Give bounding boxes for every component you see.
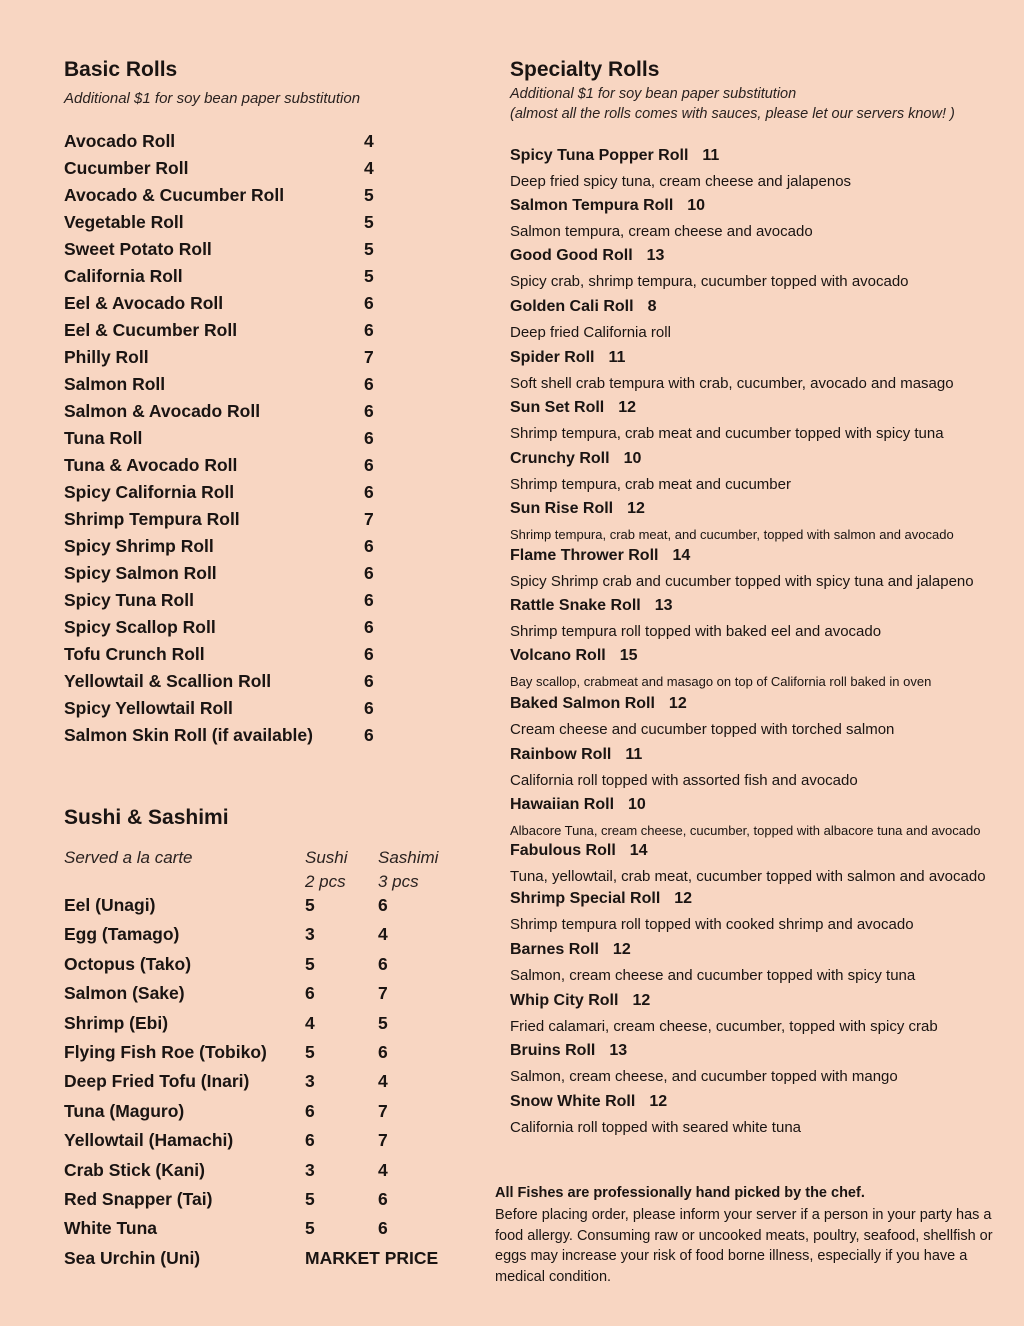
specialty-roll-heading bbox=[510, 247, 664, 265]
sashimi-price: 6 bbox=[378, 953, 388, 974]
specialty-roll-description: Shrimp tempura roll topped with cooked shrimp and avocado bbox=[510, 916, 914, 933]
specialty-roll-price: 12 bbox=[612, 941, 631, 958]
specialty-roll-name: Flame Thrower Roll bbox=[510, 547, 659, 564]
specialty-roll-description: Shrimp tempura roll topped with baked eel and avocado bbox=[510, 623, 882, 640]
sushi-item-name: Deep Fried Tofu (Inari) bbox=[64, 1071, 250, 1092]
sushi-item-name: Eel (Unagi) bbox=[64, 895, 156, 915]
specialty-roll-description: Albacore Tuna, cream cheese, cucumber, topped with albacore tuna and avocado bbox=[510, 823, 981, 838]
basic-roll-price: 6 bbox=[364, 482, 374, 502]
sushi-sashimi-title: Sushi & Sashimi bbox=[64, 806, 229, 829]
sushi-price: 5 bbox=[305, 953, 315, 974]
specialty-roll-name: Shrimp Special Roll bbox=[510, 890, 661, 907]
basic-roll-name: Spicy Scallop Roll bbox=[64, 617, 216, 637]
basic-roll-price: 6 bbox=[364, 617, 374, 637]
specialty-roll-heading bbox=[510, 547, 690, 565]
sushi-price: 3 bbox=[305, 924, 315, 945]
basic-rolls-subtitle: Additional $1 for soy bean paper substitution bbox=[64, 90, 361, 107]
basic-roll-name: Salmon & Avocado Roll bbox=[64, 401, 261, 421]
specialty-roll-price: 10 bbox=[623, 450, 642, 467]
sushi-price: 5 bbox=[305, 1189, 315, 1209]
sashimi-price: 6 bbox=[378, 1189, 388, 1209]
specialty-roll-price: 14 bbox=[672, 547, 691, 564]
basic-roll-price: 4 bbox=[364, 158, 374, 178]
sashimi-price: 6 bbox=[378, 1218, 388, 1239]
basic-roll-name: Tuna Roll bbox=[64, 428, 143, 448]
specialty-roll-price: 10 bbox=[687, 197, 706, 214]
sushi-item-name: Egg (Tamago) bbox=[64, 924, 180, 945]
specialty-roll-price: 11 bbox=[702, 147, 720, 164]
specialty-roll-description: Spicy crab, shrimp tempura, cucumber topped with avocado bbox=[510, 273, 909, 290]
specialty-roll-name: Rattle Snake Roll bbox=[510, 597, 641, 614]
basic-roll-price: 7 bbox=[364, 509, 374, 529]
basic-roll-price: 6 bbox=[364, 374, 374, 394]
sushi-item-name: Shrimp (Ebi) bbox=[64, 1012, 169, 1033]
basic-rolls-title: Basic Rolls bbox=[64, 58, 178, 81]
specialty-roll-description: Deep fried California roll bbox=[510, 324, 671, 341]
specialty-roll-description: Spicy Shrimp crab and cucumber topped with spicy tuna and jalapeno bbox=[510, 573, 974, 590]
basic-roll-name: Salmon Skin Roll (if available) bbox=[64, 725, 313, 745]
basic-roll-price: 6 bbox=[364, 401, 374, 421]
specialty-roll-heading bbox=[510, 349, 625, 367]
specialty-roll-heading bbox=[510, 842, 648, 860]
basic-roll-price: 6 bbox=[364, 536, 374, 556]
specialty-roll-name: Baked Salmon Roll bbox=[510, 695, 655, 712]
specialty-roll-heading bbox=[510, 597, 673, 615]
notice-headline: All Fishes are professionally hand picked by the chef. bbox=[495, 1185, 865, 1201]
specialty-roll-heading bbox=[510, 647, 638, 665]
basic-roll-name: Spicy California Roll bbox=[64, 482, 235, 502]
specialty-roll-description: California roll topped with assorted fish and avocado bbox=[510, 772, 858, 789]
specialty-roll-name: Whip City Roll bbox=[510, 992, 619, 1009]
sushi-column-header: Sushi bbox=[305, 848, 348, 867]
basic-roll-price: 6 bbox=[364, 428, 374, 448]
specialty-roll-price: 12 bbox=[668, 695, 687, 712]
basic-roll-name: Avocado Roll bbox=[64, 131, 176, 151]
specialty-roll-price: 12 bbox=[674, 890, 693, 907]
specialty-roll-name: Barnes Roll bbox=[510, 941, 599, 958]
basic-roll-name: Cucumber Roll bbox=[64, 158, 189, 178]
specialty-roll-name: Bruins Roll bbox=[510, 1042, 596, 1059]
specialty-roll-description: Tuna, yellowtail, crab meat, cucumber topped with salmon and avocado bbox=[510, 868, 986, 885]
basic-roll-price: 6 bbox=[364, 563, 374, 583]
sushi-price: 5 bbox=[305, 895, 315, 915]
specialty-roll-price: 13 bbox=[654, 597, 673, 614]
sushi-item-name: Sea Urchin (Uni) bbox=[64, 1247, 201, 1268]
specialty-roll-heading bbox=[510, 746, 642, 764]
basic-roll-price: 6 bbox=[364, 293, 374, 313]
sashimi-price: 7 bbox=[378, 1130, 388, 1151]
sushi-item-name: Red Snapper (Tai) bbox=[64, 1189, 213, 1209]
basic-roll-price: 5 bbox=[364, 185, 374, 205]
specialty-roll-description: Salmon, cream cheese and cucumber topped with spicy tuna bbox=[510, 967, 916, 984]
specialty-roll-heading bbox=[510, 695, 687, 713]
sashimi-column-header: Sashimi bbox=[378, 848, 439, 867]
specialty-roll-price: 13 bbox=[646, 247, 665, 264]
basic-roll-name: Sweet Potato Roll bbox=[64, 239, 212, 259]
specialty-roll-name: Salmon Tempura Roll bbox=[510, 197, 674, 214]
specialty-roll-description: Fried calamari, cream cheese, cucumber, topped with spicy crab bbox=[510, 1018, 938, 1035]
sashimi-price: 7 bbox=[378, 983, 388, 1004]
allergy-notice: Before placing order, please inform your server if a person in your party has a food allergy. Consuming raw or uncooked meats, poultry, seafood, shellfish or eggs may increase your risk of food borne illness, especially if you have a medical condition. bbox=[495, 1207, 993, 1285]
basic-roll-price: 7 bbox=[364, 347, 374, 367]
basic-roll-name: California Roll bbox=[64, 266, 183, 286]
specialty-roll-heading bbox=[510, 147, 719, 165]
specialty-roll-price: 12 bbox=[649, 1093, 668, 1110]
basic-roll-name: Eel & Avocado Roll bbox=[64, 293, 224, 313]
specialty-roll-description: Shrimp tempura, crab meat and cucumber topped with spicy tuna bbox=[510, 425, 944, 442]
sashimi-price: 6 bbox=[378, 895, 388, 915]
sushi-item-name: Salmon (Sake) bbox=[64, 983, 185, 1004]
sushi-item-name: Octopus (Tako) bbox=[64, 953, 192, 974]
specialty-roll-heading bbox=[510, 450, 641, 468]
specialty-roll-name: Rainbow Roll bbox=[510, 746, 612, 763]
basic-roll-price: 6 bbox=[364, 671, 374, 691]
specialty-roll-heading bbox=[510, 197, 705, 215]
specialty-rolls-sauce-note: (almost all the rolls comes with sauces, please let our servers know! ) bbox=[510, 106, 955, 122]
specialty-roll-price: 10 bbox=[628, 796, 646, 813]
specialty-rolls-subtitle: Additional $1 for soy bean paper substitution bbox=[510, 86, 797, 102]
basic-roll-name: Tofu Crunch Roll bbox=[64, 644, 205, 664]
basic-roll-name: Yellowtail & Scallion Roll bbox=[64, 671, 272, 691]
basic-roll-name: Spicy Salmon Roll bbox=[64, 563, 217, 583]
specialty-roll-price: 12 bbox=[627, 500, 645, 517]
specialty-roll-heading bbox=[510, 399, 636, 417]
specialty-roll-price: 14 bbox=[629, 842, 648, 859]
specialty-roll-price: 11 bbox=[608, 349, 626, 366]
basic-roll-price: 6 bbox=[364, 320, 374, 340]
sashimi-price: 5 bbox=[378, 1012, 388, 1033]
basic-roll-name: Spicy Shrimp Roll bbox=[64, 536, 214, 556]
basic-roll-price: 6 bbox=[364, 698, 374, 718]
specialty-roll-name: Good Good Roll bbox=[510, 247, 633, 264]
basic-roll-price: 5 bbox=[364, 266, 374, 286]
specialty-roll-name: Fabulous Roll bbox=[510, 842, 616, 859]
specialty-roll-heading bbox=[510, 796, 646, 814]
basic-roll-price: 6 bbox=[364, 644, 374, 664]
specialty-roll-price: 11 bbox=[625, 746, 643, 763]
specialty-roll-heading bbox=[510, 890, 692, 908]
specialty-roll-name: Sun Rise Roll bbox=[510, 500, 614, 517]
basic-roll-price: 5 bbox=[364, 239, 374, 259]
sushi-price: 6 bbox=[305, 983, 315, 1004]
sushi-price: 4 bbox=[305, 1012, 315, 1033]
specialty-roll-name: Spider Roll bbox=[510, 349, 595, 366]
basic-roll-name: Shrimp Tempura Roll bbox=[64, 509, 240, 529]
sushi-price: 6 bbox=[305, 1100, 315, 1121]
specialty-roll-heading bbox=[510, 941, 631, 959]
sushi-pcs-header: 2 pcs bbox=[305, 872, 346, 891]
basic-roll-name: Tuna & Avocado Roll bbox=[64, 455, 238, 475]
basic-roll-name: Salmon Roll bbox=[64, 374, 166, 394]
sashimi-price: 4 bbox=[378, 1071, 388, 1092]
specialty-roll-description: Salmon, cream cheese, and cucumber topped with mango bbox=[510, 1068, 898, 1085]
specialty-roll-price: 15 bbox=[619, 647, 638, 664]
basic-roll-name: Spicy Yellowtail Roll bbox=[64, 698, 233, 718]
sashimi-price: 7 bbox=[378, 1100, 388, 1121]
specialty-roll-price: 12 bbox=[632, 992, 651, 1009]
specialty-roll-name: Golden Cali Roll bbox=[510, 298, 634, 315]
basic-roll-price: 4 bbox=[364, 131, 374, 151]
sushi-item-name: Flying Fish Roe (Tobiko) bbox=[64, 1042, 267, 1062]
sashimi-price: 6 bbox=[378, 1042, 388, 1062]
specialty-roll-name: Hawaiian Roll bbox=[510, 796, 615, 813]
specialty-roll-description: Bay scallop, crabmeat and masago on top of California roll baked in oven bbox=[510, 674, 932, 689]
specialty-roll-price: 8 bbox=[647, 298, 657, 315]
sushi-item-name: Tuna (Maguro) bbox=[64, 1100, 185, 1121]
specialty-roll-price: 12 bbox=[618, 399, 637, 416]
specialty-roll-heading bbox=[510, 500, 645, 518]
sushi-price: 3 bbox=[305, 1159, 315, 1180]
specialty-roll-heading bbox=[510, 992, 650, 1010]
specialty-roll-description: Shrimp tempura, crab meat, and cucumber, topped with salmon and avocado bbox=[510, 527, 954, 542]
served-a-la-carte: Served a la carte bbox=[64, 848, 193, 867]
basic-roll-price: 5 bbox=[364, 212, 374, 232]
sushi-item-name: White Tuna bbox=[64, 1218, 157, 1239]
basic-roll-price: 6 bbox=[364, 725, 374, 745]
basic-roll-price: 6 bbox=[364, 455, 374, 475]
sushi-price: 6 bbox=[305, 1130, 315, 1151]
specialty-rolls-title: Specialty Rolls bbox=[510, 58, 660, 81]
specialty-roll-description: Cream cheese and cucumber topped with torched salmon bbox=[510, 721, 895, 738]
sushi-item-name: Yellowtail (Hamachi) bbox=[64, 1130, 234, 1151]
basic-roll-name: Spicy Tuna Roll bbox=[64, 590, 194, 610]
sushi-price: 5 bbox=[305, 1042, 315, 1062]
specialty-roll-description: Shrimp tempura, crab meat and cucumber bbox=[510, 476, 791, 493]
specialty-roll-name: Crunchy Roll bbox=[510, 450, 610, 467]
specialty-roll-heading bbox=[510, 1093, 667, 1111]
specialty-roll-description: Salmon tempura, cream cheese and avocado bbox=[510, 223, 813, 240]
sashimi-pcs-header: 3 pcs bbox=[378, 872, 419, 891]
basic-roll-name: Vegetable Roll bbox=[64, 212, 184, 232]
specialty-roll-description: Deep fried spicy tuna, cream cheese and jalapenos bbox=[510, 173, 852, 190]
sushi-item-name: Crab Stick (Kani) bbox=[64, 1159, 205, 1180]
basic-roll-name: Avocado & Cucumber Roll bbox=[64, 185, 285, 205]
sashimi-price: 4 bbox=[378, 924, 388, 945]
specialty-roll-name: Spicy Tuna Popper Roll bbox=[510, 147, 689, 164]
specialty-roll-name: Snow White Roll bbox=[510, 1093, 636, 1110]
specialty-roll-heading bbox=[510, 298, 656, 316]
specialty-roll-price: 13 bbox=[609, 1042, 628, 1059]
specialty-roll-description: California roll topped with seared white tuna bbox=[510, 1119, 801, 1136]
basic-roll-name: Eel & Cucumber Roll bbox=[64, 320, 238, 340]
sushi-price: 5 bbox=[305, 1218, 315, 1239]
basic-roll-name: Philly Roll bbox=[64, 347, 149, 367]
specialty-roll-name: Volcano Roll bbox=[510, 647, 606, 664]
sushi-price: 3 bbox=[305, 1071, 315, 1092]
market-price-label: MARKET PRICE bbox=[305, 1247, 439, 1268]
basic-roll-price: 6 bbox=[364, 590, 374, 610]
specialty-roll-heading bbox=[510, 1042, 627, 1060]
sashimi-price: 4 bbox=[378, 1159, 388, 1180]
specialty-roll-name: Sun Set Roll bbox=[510, 399, 605, 416]
specialty-roll-description: Soft shell crab tempura with crab, cucumber, avocado and masago bbox=[510, 375, 954, 392]
